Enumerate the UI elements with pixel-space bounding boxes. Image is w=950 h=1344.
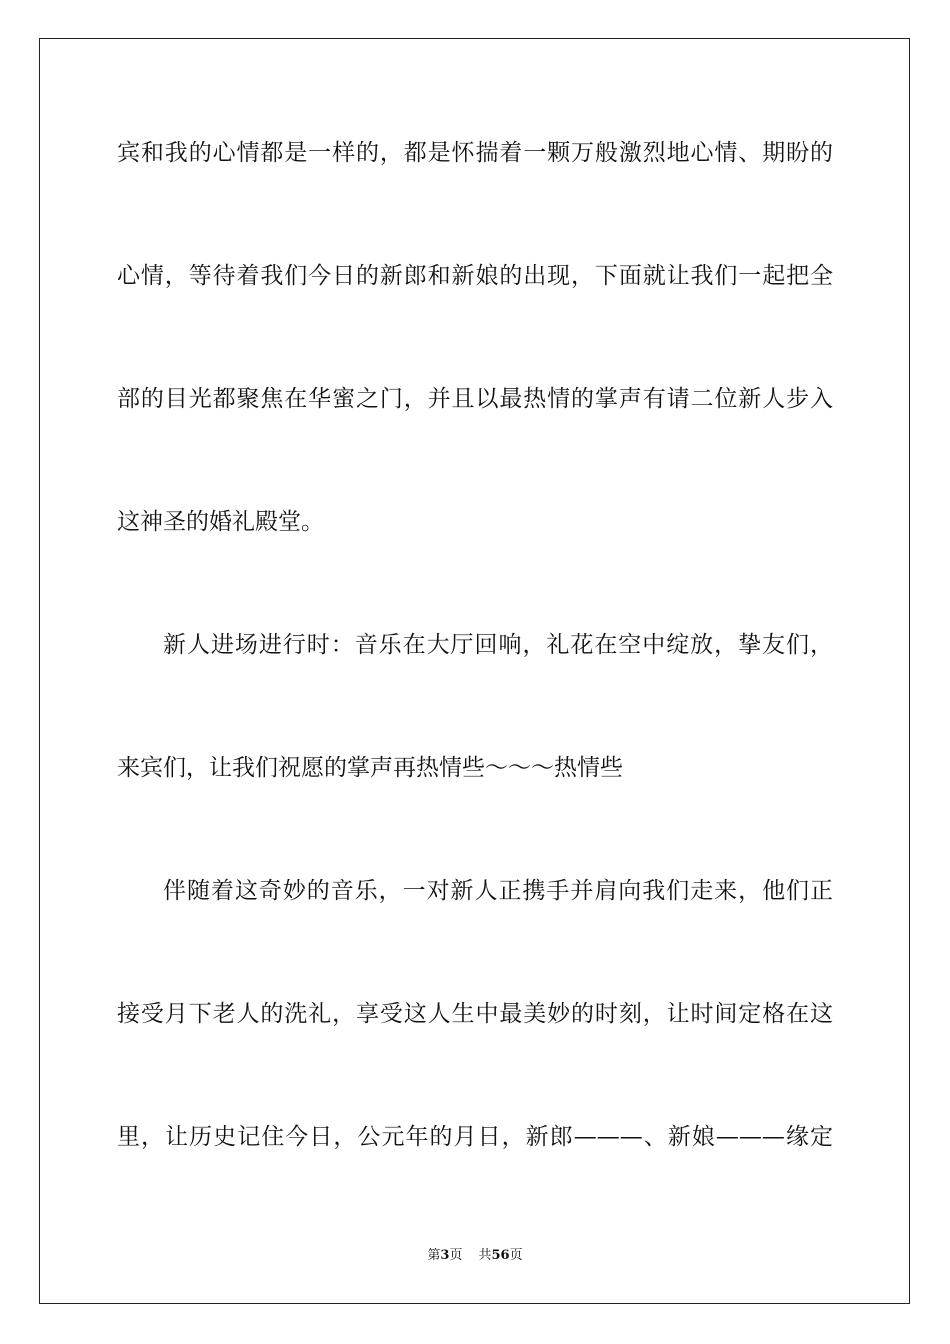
total-prefix: 共 [478, 1248, 492, 1263]
page-prefix: 第 [427, 1248, 441, 1263]
page-suffix: 页 [449, 1248, 463, 1263]
text-line-4: 这神圣的婚礼殿堂。 [117, 509, 324, 535]
text-line-2: 心情，等待着我们今日的新郎和新娘的出现，下面就让我们一起把全 [117, 263, 833, 289]
total-pages: 56 [491, 1248, 510, 1263]
text-line-8: 接受月下老人的洗礼，享受这人生中最美妙的时刻，让时间定格在这 [117, 1001, 833, 1027]
page-border [39, 38, 910, 1304]
page-footer [0, 1247, 950, 1265]
text-line-3: 部的目光都聚焦在华蜜之门，并且以最热情的掌声有请二位新人步入 [117, 386, 833, 412]
text-line-9: 里，让历史记住今日，公元年的月日，新郎———、新娘———缘定 [117, 1124, 833, 1150]
text-line-5: 新人进场进行时：音乐在大厅回响，礼花在空中绽放，挚友们， [163, 632, 833, 658]
text-line-1: 宾和我的心情都是一样的，都是怀揣着一颗万般激烈地心情、期盼的 [117, 140, 833, 166]
text-line-7: 伴随着这奇妙的音乐，一对新人正携手并肩向我们走来，他们正 [163, 878, 833, 904]
page-number: 3 [440, 1248, 450, 1263]
text-line-6: 来宾们，让我们祝愿的掌声再热情些～～～热情些 [117, 755, 623, 781]
total-suffix: 页 [509, 1248, 523, 1263]
